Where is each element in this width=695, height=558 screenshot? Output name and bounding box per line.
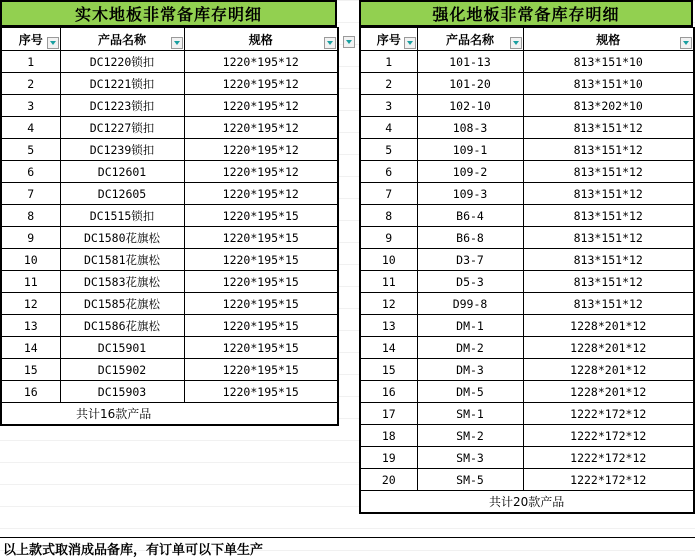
index-cell[interactable]: 12: [360, 293, 417, 315]
spec-cell[interactable]: 813*151*12: [523, 183, 694, 205]
table-row: [360, 293, 694, 315]
spec-cell[interactable]: 813*151*12: [523, 117, 694, 139]
solid-wood-panel: [0, 0, 337, 426]
spec-cell[interactable]: 1228*201*12: [523, 315, 694, 337]
spec-cell[interactable]: 1222*172*12: [523, 447, 694, 469]
table-row: [360, 447, 694, 469]
spec-cell[interactable]: 1222*172*12: [523, 425, 694, 447]
product-name-cell[interactable]: 101-20: [417, 73, 523, 95]
product-name-cell[interactable]: DC1227锁扣: [60, 117, 184, 139]
product-name-cell[interactable]: DC1223锁扣: [60, 95, 184, 117]
header-label: 规格: [248, 32, 273, 47]
product-name-cell[interactable]: DC12605: [60, 183, 184, 205]
product-name-cell[interactable]: DM-2: [417, 337, 523, 359]
table-row: [1, 95, 338, 117]
spec-cell[interactable]: 1222*172*12: [523, 403, 694, 425]
table-row: [1, 51, 338, 73]
index-cell[interactable]: 2: [1, 73, 60, 95]
index-cell[interactable]: 3: [360, 95, 417, 117]
table-row: [1, 249, 338, 271]
index-cell[interactable]: 16: [1, 381, 60, 403]
table-row: [360, 315, 694, 337]
product-name-cell[interactable]: 108-3: [417, 117, 523, 139]
product-name-cell[interactable]: DC1581花旗松: [60, 249, 184, 271]
table-row: [360, 249, 694, 271]
table-row: [360, 359, 694, 381]
table-row: [1, 337, 338, 359]
spec-cell[interactable]: 1220*195*12: [184, 161, 338, 183]
spec-cell[interactable]: 813*151*12: [523, 205, 694, 227]
product-name-cell[interactable]: SM-3: [417, 447, 523, 469]
product-name-cell[interactable]: D3-7: [417, 249, 523, 271]
index-cell[interactable]: 15: [1, 359, 60, 381]
spec-cell[interactable]: 1220*195*12: [184, 183, 338, 205]
spec-cell[interactable]: 813*151*12: [523, 293, 694, 315]
index-cell[interactable]: 18: [360, 425, 417, 447]
solid-wood-table: [0, 27, 339, 426]
index-cell[interactable]: 4: [360, 117, 417, 139]
header-spec: [523, 28, 694, 51]
product-name-cell[interactable]: DC15902: [60, 359, 184, 381]
product-name-cell[interactable]: DC1515锁扣: [60, 205, 184, 227]
spec-cell[interactable]: 1220*195*12: [184, 117, 338, 139]
index-cell[interactable]: 11: [360, 271, 417, 293]
spec-cell[interactable]: 813*151*12: [523, 139, 694, 161]
table-row: [360, 337, 694, 359]
table-row: [1, 161, 338, 183]
spec-cell[interactable]: 1228*201*12: [523, 359, 694, 381]
product-name-cell[interactable]: DC1583花旗松: [60, 271, 184, 293]
table-header-row: [360, 28, 694, 51]
header-label: 序号: [376, 32, 401, 47]
table-row: [360, 403, 694, 425]
header-label: 产品名称: [97, 32, 146, 47]
spec-cell[interactable]: 1220*195*12: [184, 139, 338, 161]
product-name-cell[interactable]: DC1585花旗松: [60, 293, 184, 315]
header-label: 序号: [18, 32, 43, 47]
table-row: [1, 183, 338, 205]
total-count: 共计20款产品: [360, 491, 694, 514]
filter-dropdown-icon[interactable]: [171, 37, 183, 49]
spec-cell[interactable]: 1220*195*15: [184, 315, 338, 337]
table-row: [1, 293, 338, 315]
product-name-cell[interactable]: 109-1: [417, 139, 523, 161]
product-name-cell[interactable]: DC1220锁扣: [60, 51, 184, 73]
index-cell[interactable]: 16: [360, 381, 417, 403]
index-cell[interactable]: 9: [360, 227, 417, 249]
index-cell[interactable]: 14: [360, 337, 417, 359]
index-cell[interactable]: 4: [1, 117, 60, 139]
filter-dropdown-icon[interactable]: [404, 37, 416, 49]
table-row: [1, 117, 338, 139]
table-row: [1, 381, 338, 403]
header-index: [360, 28, 417, 51]
spec-cell[interactable]: 1220*195*15: [184, 293, 338, 315]
spec-cell[interactable]: 813*151*12: [523, 227, 694, 249]
header-spec: [184, 28, 338, 51]
laminate-panel: [359, 0, 693, 514]
spec-cell[interactable]: 1228*201*12: [523, 381, 694, 403]
spec-cell[interactable]: 813*151*10: [523, 51, 694, 73]
index-cell[interactable]: 2: [360, 73, 417, 95]
index-cell[interactable]: 19: [360, 447, 417, 469]
index-cell[interactable]: 17: [360, 403, 417, 425]
filter-dropdown-icon[interactable]: [510, 37, 522, 49]
header-product: [60, 28, 184, 51]
product-name-cell[interactable]: SM-2: [417, 425, 523, 447]
spec-cell[interactable]: 1228*201*12: [523, 337, 694, 359]
index-cell[interactable]: 13: [1, 315, 60, 337]
table-row: [1, 205, 338, 227]
spec-cell[interactable]: 1220*195*15: [184, 271, 338, 293]
index-cell[interactable]: 6: [360, 161, 417, 183]
spec-cell[interactable]: 1220*195*12: [184, 73, 338, 95]
table-row: [360, 205, 694, 227]
footer-note: 以上款式取消成品备库，有订单可以下单生产: [0, 537, 695, 558]
spec-cell[interactable]: 1220*195*15: [184, 249, 338, 271]
table-row: [360, 95, 694, 117]
product-name-cell[interactable]: 101-13: [417, 51, 523, 73]
solid-wood-title: 实木地板非常备库存明细: [0, 0, 337, 27]
table-row: [360, 51, 694, 73]
total-count: 共计16款产品: [1, 403, 338, 426]
table-row: [1, 315, 338, 337]
index-cell[interactable]: 7: [360, 183, 417, 205]
header-product: [417, 28, 523, 51]
table-row: [1, 359, 338, 381]
table-row: [360, 73, 694, 95]
table-row: [360, 227, 694, 249]
product-name-cell[interactable]: DM-1: [417, 315, 523, 337]
table-row: [360, 469, 694, 491]
spec-cell[interactable]: 813*202*10: [523, 95, 694, 117]
index-cell[interactable]: 3: [1, 95, 60, 117]
index-cell[interactable]: 14: [1, 337, 60, 359]
index-cell[interactable]: 12: [1, 293, 60, 315]
product-name-cell[interactable]: DC15901: [60, 337, 184, 359]
spec-cell[interactable]: 1222*172*12: [523, 469, 694, 491]
index-cell[interactable]: 10: [360, 249, 417, 271]
index-cell[interactable]: 1: [1, 51, 60, 73]
table-row: [1, 227, 338, 249]
table-row: [1, 271, 338, 293]
product-name-cell[interactable]: D99-8: [417, 293, 523, 315]
product-name-cell[interactable]: DM-5: [417, 381, 523, 403]
index-cell[interactable]: 13: [360, 315, 417, 337]
table-row: [360, 161, 694, 183]
index-cell[interactable]: 15: [360, 359, 417, 381]
spec-cell[interactable]: 1220*195*15: [184, 381, 338, 403]
index-cell[interactable]: 9: [1, 227, 60, 249]
total-row: [360, 491, 694, 514]
product-name-cell[interactable]: 109-2: [417, 161, 523, 183]
spec-cell[interactable]: 1220*195*15: [184, 359, 338, 381]
spec-cell[interactable]: 813*151*12: [523, 249, 694, 271]
filter-dropdown-icon[interactable]: [680, 37, 692, 49]
table-row: [1, 139, 338, 161]
header-index: [1, 28, 60, 51]
product-name-cell[interactable]: 109-3: [417, 183, 523, 205]
table-row: [360, 139, 694, 161]
spec-cell[interactable]: 1220*195*15: [184, 337, 338, 359]
index-cell[interactable]: 1: [360, 51, 417, 73]
product-name-cell[interactable]: DC15903: [60, 381, 184, 403]
index-cell[interactable]: 8: [1, 205, 60, 227]
table-row: [1, 73, 338, 95]
spec-cell[interactable]: 1220*195*15: [184, 205, 338, 227]
product-name-cell[interactable]: DC1586花旗松: [60, 315, 184, 337]
table-row: [360, 425, 694, 447]
filter-dropdown-icon[interactable]: [343, 36, 355, 48]
product-name-cell[interactable]: B6-8: [417, 227, 523, 249]
index-cell[interactable]: 7: [1, 183, 60, 205]
index-cell[interactable]: 11: [1, 271, 60, 293]
filter-dropdown-icon[interactable]: [47, 37, 59, 49]
spec-cell[interactable]: 1220*195*12: [184, 51, 338, 73]
product-name-cell[interactable]: DC1239锁扣: [60, 139, 184, 161]
index-cell[interactable]: 6: [1, 161, 60, 183]
filter-dropdown-icon[interactable]: [324, 37, 336, 49]
product-name-cell[interactable]: DC1580花旗松: [60, 227, 184, 249]
laminate-title: 强化地板非常备库存明细: [359, 0, 693, 27]
spec-cell[interactable]: 813*151*12: [523, 161, 694, 183]
total-row: [1, 403, 338, 426]
table-row: [360, 183, 694, 205]
index-cell[interactable]: 8: [360, 205, 417, 227]
header-label: 产品名称: [445, 32, 494, 47]
table-row: [360, 117, 694, 139]
product-name-cell[interactable]: DC1221锁扣: [60, 73, 184, 95]
product-name-cell[interactable]: 102-10: [417, 95, 523, 117]
table-header-row: [1, 28, 338, 51]
spec-cell[interactable]: 1220*195*15: [184, 227, 338, 249]
product-name-cell[interactable]: B6-4: [417, 205, 523, 227]
spec-cell[interactable]: 813*151*10: [523, 73, 694, 95]
product-name-cell[interactable]: D5-3: [417, 271, 523, 293]
product-name-cell[interactable]: SM-5: [417, 469, 523, 491]
index-cell[interactable]: 5: [360, 139, 417, 161]
product-name-cell[interactable]: DC12601: [60, 161, 184, 183]
index-cell[interactable]: 5: [1, 139, 60, 161]
index-cell[interactable]: 10: [1, 249, 60, 271]
header-label: 规格: [596, 32, 621, 47]
laminate-table: [359, 27, 695, 514]
product-name-cell[interactable]: DM-3: [417, 359, 523, 381]
table-row: [360, 381, 694, 403]
table-row: [360, 271, 694, 293]
spec-cell[interactable]: 813*151*12: [523, 271, 694, 293]
index-cell[interactable]: 20: [360, 469, 417, 491]
spec-cell[interactable]: 1220*195*12: [184, 95, 338, 117]
product-name-cell[interactable]: SM-1: [417, 403, 523, 425]
